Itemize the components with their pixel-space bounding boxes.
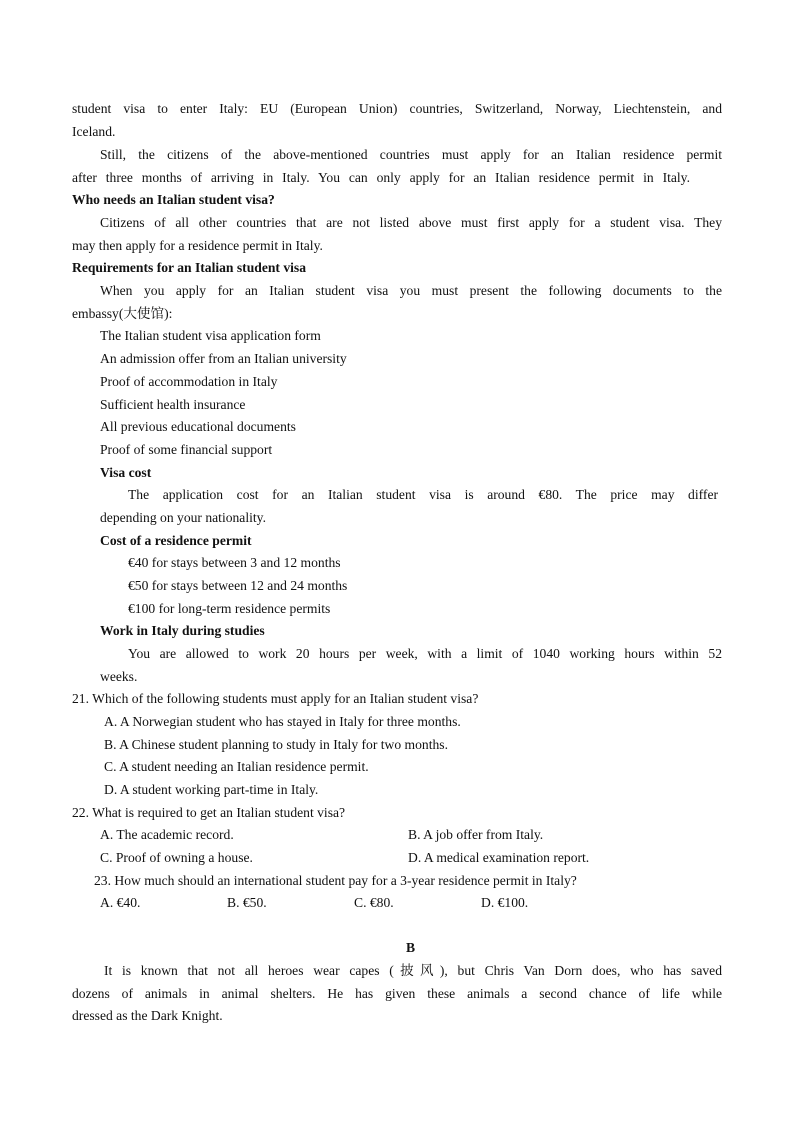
work-line-2: weeks. <box>100 669 138 684</box>
question-21-option-a: A. A Norwegian student who has stayed in Italy for three months. <box>104 714 461 729</box>
question-23-option-c: C. €80. <box>354 895 394 910</box>
visa-cost-line-1: The application cost for an Italian student visa is around €80. The price may differ <box>128 487 718 502</box>
permit-cost-item: €100 for long-term residence permits <box>128 601 331 616</box>
question-21-option-d: D. A student working part-time in Italy. <box>104 782 319 797</box>
document-item: Sufficient health insurance <box>100 397 246 412</box>
document-item: Proof of accommodation in Italy <box>100 374 278 389</box>
question-21-option-b: B. A Chinese student planning to study in Italy for two months. <box>104 737 448 752</box>
passage-a-line-4: after three months of arriving in Italy. You can only apply for an Italian residence permit in Italy. <box>72 170 690 185</box>
question-22-option-a: A. The academic record. <box>100 827 234 842</box>
passage-b-line-3: dressed as the Dark Knight. <box>72 1008 223 1023</box>
document-item: All previous educational documents <box>100 419 296 434</box>
passage-a-line-3: Still, the citizens of the above-mentioned countries must apply for an Italian residence permit <box>100 147 722 162</box>
who-needs-line-2: may then apply for a residence permit in Italy. <box>72 238 323 253</box>
permit-cost-item: €40 for stays between 3 and 12 months <box>128 555 341 570</box>
visa-cost-line-2: depending on your nationality. <box>100 510 266 525</box>
work-line-1: You are allowed to work 20 hours per week, with a limit of 1040 working hours within 52 <box>128 646 722 661</box>
passage-a-line-2: Iceland. <box>72 124 116 139</box>
permit-cost-item: €50 for stays between 12 and 24 months <box>128 578 348 593</box>
question-22-option-b: B. A job offer from Italy. <box>408 827 544 842</box>
who-needs-line-1: Citizens of all other countries that are not listed above must first apply for a student visa. They <box>100 215 722 230</box>
passage-b-line-1: It is known that not all heroes wear capes (披风), but Chris Van Dorn does, who has saved <box>104 963 722 978</box>
question-23-stem: 23. How much should an international student pay for a 3-year residence permit in Italy? <box>94 873 577 888</box>
document-item: Proof of some financial support <box>100 442 273 457</box>
requirements-line-2: embassy(大使馆): <box>72 306 173 321</box>
question-23-option-a: A. €40. <box>100 895 141 910</box>
question-21-stem: 21. Which of the following students must apply for an Italian student visa? <box>72 691 479 706</box>
heading-visa-cost: Visa cost <box>100 465 152 480</box>
requirements-line-1: When you apply for an Italian student visa you must present the following documents to the <box>100 283 722 298</box>
heading-permit-cost: Cost of a residence permit <box>100 533 252 548</box>
passage-b-line-2: dozens of animals in animal shelters. He has given these animals a second chance of life while <box>72 986 722 1001</box>
heading-requirements: Requirements for an Italian student visa <box>72 260 307 275</box>
question-23-option-d: D. €100. <box>481 895 529 910</box>
question-21-option-c: C. A student needing an Italian residence permit. <box>104 759 369 774</box>
heading-work-in-italy: Work in Italy during studies <box>100 623 265 638</box>
document-item: An admission offer from an Italian university <box>100 351 347 366</box>
heading-who-needs-visa: Who needs an Italian student visa? <box>72 192 275 207</box>
passage-b-label: B <box>406 940 416 955</box>
question-22-stem: 22. What is required to get an Italian student visa? <box>72 805 346 820</box>
passage-a-line-1: student visa to enter Italy: EU (European Union) countries, Switzerland, Norway, Liechtenstein, and <box>72 101 722 116</box>
question-22-option-d: D. A medical examination report. <box>408 850 590 865</box>
question-22-option-c: C. Proof of owning a house. <box>100 850 253 865</box>
question-23-option-b: B. €50. <box>227 895 267 910</box>
document-item: The Italian student visa application form <box>100 328 321 343</box>
